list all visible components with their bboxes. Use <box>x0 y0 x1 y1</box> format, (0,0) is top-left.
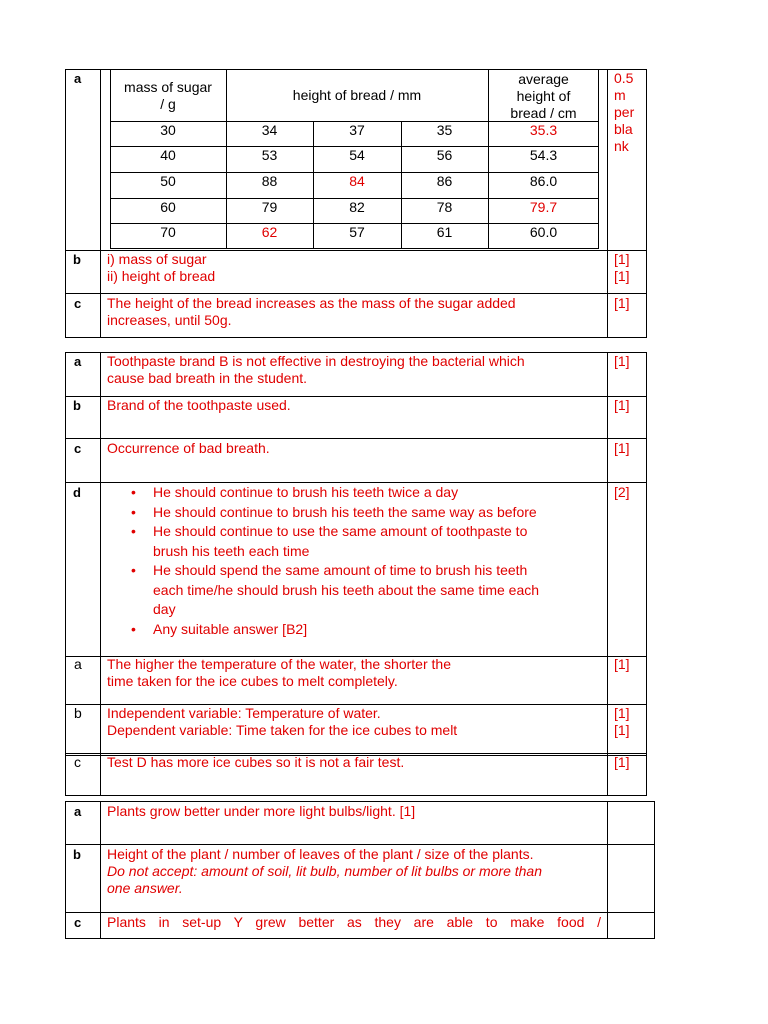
label-b: b <box>74 705 82 721</box>
answer-q4-b-line1: Height of the plant / number of leaves of the plant / size of the plants. <box>107 846 534 862</box>
marks-a: [1] <box>614 656 630 672</box>
cell-height: 53 <box>261 147 278 163</box>
cell-average-answer: 35.3 <box>529 122 558 138</box>
cell-height-answer: 62 <box>261 224 278 240</box>
cell-height: 34 <box>261 122 278 138</box>
marks-b: [1] <box>614 722 630 738</box>
label-a: a <box>74 71 82 86</box>
marks-d: [2] <box>614 484 630 500</box>
header-avg-line3: bread / cm <box>510 105 577 121</box>
header-avg-line1: average <box>518 71 569 87</box>
label-b: b <box>73 252 81 267</box>
answer-b-line1: i) mass of sugar <box>107 251 207 267</box>
label-a: a <box>74 354 82 369</box>
answer-a-line1: Toothpaste brand B is not effective in destroying the bacterial which <box>107 353 525 369</box>
cell-height: 79 <box>261 199 278 215</box>
marks-b: [1] <box>614 705 630 721</box>
answer-c: Occurrence of bad breath. <box>107 440 270 456</box>
cell-average: 60.0 <box>529 224 558 240</box>
answer-q4-b-note-line1: Do not accept: amount of soil, lit bulb, number of lit bulbs or more than <box>107 863 543 879</box>
cell-height: 86 <box>436 173 453 189</box>
marks-b: [1] <box>614 397 630 413</box>
label-c: c <box>74 296 82 311</box>
cell-height: 57 <box>349 224 365 240</box>
bullet-item: • Any suitable answer [B2] <box>107 620 602 640</box>
answer-q3-a-line1: The higher the temperature of the water, the shorter the <box>107 656 451 672</box>
marks-a-line: nk <box>614 138 629 154</box>
header-avg-line2: height of <box>516 88 571 104</box>
cell-average-answer: 79.7 <box>529 199 558 215</box>
marks-a-line: m <box>614 87 626 103</box>
bullet-item: • He should spend the same amount of time to brush his teeth each time/he should brush his teeth about the same time each day <box>107 561 602 620</box>
answer-b: Brand of the toothpaste used. <box>107 397 291 413</box>
marks-b: [1] <box>614 268 630 284</box>
marks-a-line: bla <box>614 121 633 137</box>
answer-q4-c: Plants in set-up Y grew better as they are able to make food / <box>107 914 601 930</box>
label-a: a <box>74 656 82 672</box>
marks-a-line: per <box>614 104 635 120</box>
answer-q3-b-line1: Independent variable: Temperature of water. <box>107 705 381 721</box>
marks-c: [1] <box>614 295 630 311</box>
cell-height: 37 <box>349 122 365 138</box>
cell-mass: 50 <box>160 173 176 189</box>
cell-mass: 30 <box>160 122 176 138</box>
cell-height: 88 <box>261 173 278 189</box>
label-c: c <box>74 441 82 456</box>
cell-mass: 70 <box>160 224 176 240</box>
marks-c: [1] <box>614 754 630 770</box>
answer-c-line1: The height of the bread increases as the mass of the sugar added <box>107 295 516 311</box>
cell-height: 35 <box>436 122 453 138</box>
cell-height: 54 <box>349 147 365 163</box>
marks-a: [1] <box>614 353 630 369</box>
cell-height: 82 <box>349 199 365 215</box>
marks-a-line: 0.5 <box>614 70 634 86</box>
answer-q3-b-line2: Dependent variable: Time taken for the ice cubes to melt <box>107 722 458 738</box>
cell-height: 56 <box>436 147 453 163</box>
answer-b-line2: ii) height of bread <box>107 268 216 284</box>
marks-b: [1] <box>614 251 630 267</box>
answer-d-bullet-list <box>107 483 602 639</box>
answer-q3-a-line2: time taken for the ice cubes to melt completely. <box>107 673 398 689</box>
cell-mass: 60 <box>160 199 176 215</box>
cell-average: 86.0 <box>529 173 558 189</box>
bullet-item: • He should continue to brush his teeth the same way as before <box>107 503 602 523</box>
bullet-item: • He should continue to brush his teeth twice a day <box>107 483 602 503</box>
answer-q3-c: Test D has more ice cubes so it is not a fair test. <box>107 754 405 770</box>
cell-average: 54.3 <box>529 147 558 163</box>
header-mass-line1: mass of sugar <box>124 79 212 95</box>
label-d: d <box>73 485 81 500</box>
cell-height-answer: 84 <box>349 173 365 189</box>
header-mass-line2: / g <box>160 96 176 112</box>
cell-mass: 40 <box>160 147 176 163</box>
answer-a-line2: cause bad breath in the student. <box>107 370 308 386</box>
marks-c: [1] <box>614 440 630 456</box>
answer-q4-a: Plants grow better under more light bulbs/light. [1] <box>107 803 416 819</box>
label-b: b <box>73 847 81 862</box>
label-a: a <box>74 804 82 819</box>
header-height: height of bread / mm <box>292 87 422 103</box>
label-c: c <box>74 754 81 770</box>
label-b: b <box>73 398 81 413</box>
cell-height: 61 <box>436 224 453 240</box>
bullet-item: • He should continue to use the same amount of toothpaste to brush his teeth each time <box>107 522 602 561</box>
label-c: c <box>74 915 82 930</box>
answer-c-line2: increases, until 50g. <box>107 312 232 328</box>
answer-q4-b-note-line2: one answer. <box>107 880 183 896</box>
cell-height: 78 <box>436 199 453 215</box>
